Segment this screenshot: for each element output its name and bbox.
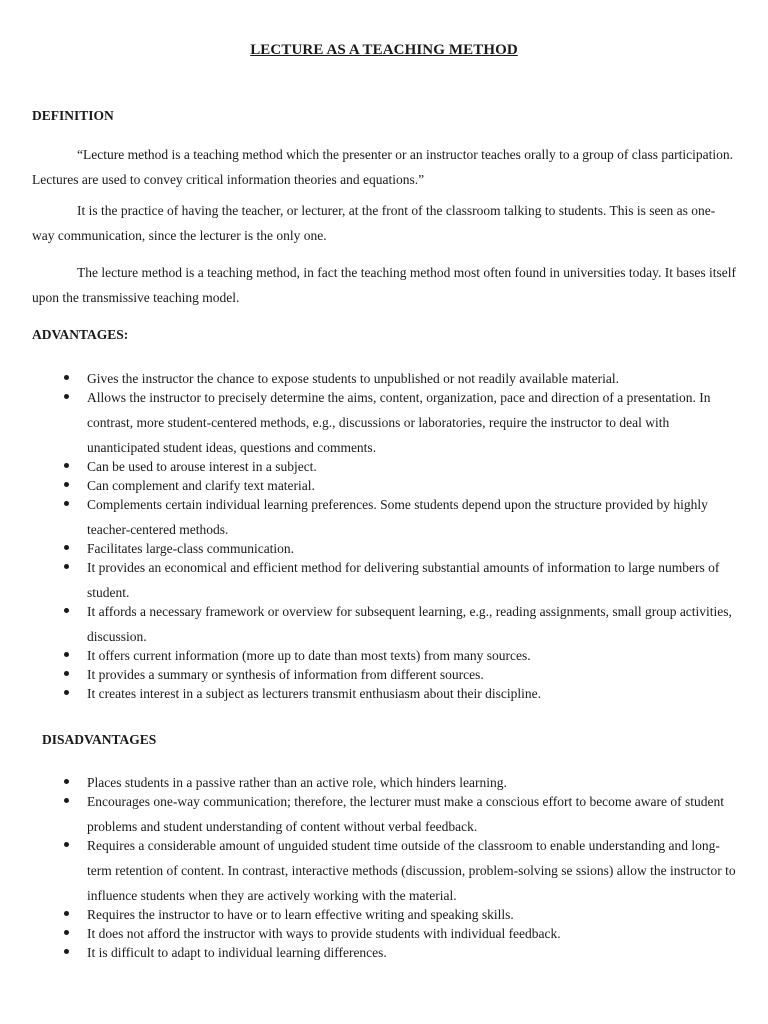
list-item: It does not afford the instructor with ways to provide students with individual feedback. — [0, 921, 768, 946]
definition-heading: DEFINITION — [32, 108, 114, 123]
bullet-icon — [64, 463, 69, 468]
list-item: Places students in a passive rather than an active role, which hinders learning. — [0, 770, 768, 795]
advantages-heading: ADVANTAGES: — [32, 327, 129, 342]
document-title: LECTURE AS A TEACHING METHOD — [250, 42, 518, 58]
disadvantages-heading: DISADVANTAGES — [42, 732, 157, 747]
list-item: Can be used to arouse interest in a subject. — [0, 454, 768, 479]
bullet-icon — [64, 911, 69, 916]
definition-paragraph-1: “Lecture method is a teaching method which the presenter or an instructor teaches orally to a group of class participation. Lectures are used to convey critical information theories and equations.” — [32, 147, 734, 187]
bullet-icon — [64, 779, 69, 784]
bullet-icon — [64, 394, 69, 399]
list-item: Encourages one-way communication; therefore, the lecturer must make a conscious effort to become aware of student problems and student understanding of content without verbal feedback. — [0, 789, 768, 839]
bullet-icon — [64, 652, 69, 657]
bullet-icon — [64, 375, 69, 380]
list-item: It offers current information (more up to date than most texts) from many sources. — [0, 643, 768, 668]
bullet-icon — [64, 930, 69, 935]
bullet-icon — [64, 949, 69, 954]
list-item: It affords a necessary framework or overview for subsequent learning, e.g., reading assignments, small group activities, discussion. — [0, 599, 768, 649]
definition-paragraph-3: The lecture method is a teaching method, in fact the teaching method most often found in universities today. It bases itself upon the transmissive teaching model. — [32, 265, 736, 305]
bullet-icon — [64, 501, 69, 506]
list-item: Facilitates large-class communication. — [0, 536, 768, 561]
bullet-icon — [64, 545, 69, 550]
bullet-icon — [64, 798, 69, 803]
definition-paragraph-2: It is the practice of having the teacher, or lecturer, at the front of the classroom talking to students. This is seen as one-way communication, since the lecturer is the only one. — [32, 203, 716, 243]
list-item: It creates interest in a subject as lecturers transmit enthusiasm about their discipline. — [0, 681, 768, 706]
list-item: It provides an economical and efficient method for delivering substantial amounts of information to large numbers of student. — [0, 555, 768, 605]
list-item: Gives the instructor the chance to expose students to unpublished or not readily available material. — [0, 366, 768, 391]
list-item: Requires a considerable amount of unguided student time outside of the classroom to enable understanding and long-term retention of content. In contrast, interactive methods (discussion, problem-solving se ssions) allow the instructor to influence students when they are actively working with the material. — [0, 833, 768, 908]
advantages-list — [0, 366, 768, 700]
bullet-icon — [64, 842, 69, 847]
bullet-icon — [64, 564, 69, 569]
bullet-icon — [64, 690, 69, 695]
bullet-icon — [64, 482, 69, 487]
list-item: Allows the instructor to precisely determine the aims, content, organization, pace and direction of a presentation. In contrast, more student-centered methods, e.g., discussions or laboratories, require the instructor to deal with unanticipated student ideas, questions and comments. — [0, 385, 768, 460]
bullet-icon — [64, 671, 69, 676]
disadvantages-list — [0, 770, 768, 959]
bullet-icon — [64, 608, 69, 613]
list-item: Can complement and clarify text material. — [0, 473, 768, 498]
list-item: Requires the instructor to have or to learn effective writing and speaking skills. — [0, 902, 768, 927]
list-item: It is difficult to adapt to individual learning differences. — [0, 940, 768, 965]
list-item: Complements certain individual learning preferences. Some students depend upon the structure provided by highly teacher-centered methods. — [0, 492, 768, 542]
list-item: It provides a summary or synthesis of information from different sources. — [0, 662, 768, 687]
